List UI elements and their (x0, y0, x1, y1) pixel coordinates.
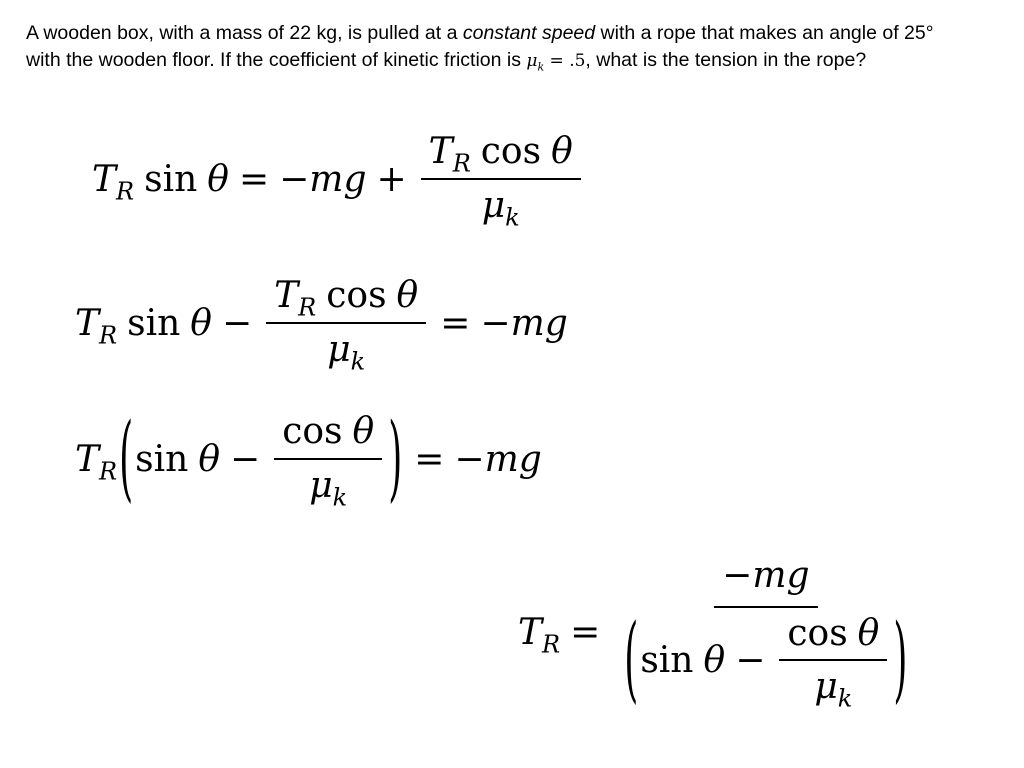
equals-sign: = (238, 158, 270, 200)
fraction-numerator: $T_R$ cos θ (266, 276, 426, 324)
mu-symbol: μ (526, 51, 538, 71)
theta-symbol: θ (207, 158, 229, 200)
sin-function: sin (127, 302, 181, 344)
sin-function: sin (640, 640, 694, 682)
tension-term: $T_R$ (75, 302, 118, 350)
equation-2 (75, 275, 568, 375)
problem-text-before: A wooden box, with a mass of 22 kg, is pulled at a (26, 22, 463, 44)
sin-function: sin (144, 158, 198, 200)
equals-sign: = (440, 302, 471, 344)
fraction-numerator: $T_R$ cos θ (421, 132, 581, 180)
tension-term: $T_R$ (518, 611, 561, 659)
problem-text-middle: with a rope that makes an angle of 25° with the wooden floor. If the coefficient of kinetic friction is (26, 22, 934, 71)
sin-function: sin (135, 438, 189, 480)
problem-text-after: , what is the tension in the rope? (585, 49, 867, 71)
right-parenthesis: ) (388, 406, 403, 513)
equals-sign: = (414, 438, 445, 480)
left-parenthesis: ( (624, 607, 639, 715)
problem-emphasis: constant speed (462, 22, 596, 44)
fraction (421, 131, 581, 231)
main-fraction-numerator: −mg (714, 556, 817, 608)
mu-subscript: k (537, 60, 545, 74)
fraction (266, 275, 426, 375)
neg-mg-term: −mg (279, 158, 367, 200)
mu-value: = .5 (544, 51, 586, 71)
right-parenthesis: ) (893, 607, 908, 715)
neg-mg-term: −mg (480, 302, 568, 344)
problem-statement (26, 20, 946, 80)
equation-4 (518, 555, 921, 715)
equation-3 (75, 406, 542, 513)
tension-term: $T_R$ (92, 158, 135, 206)
inner-fraction-denominator: $\mu_k$ (814, 666, 853, 713)
fraction-denominator: $\mu_k$ (309, 464, 348, 511)
left-parenthesis: ( (119, 406, 134, 513)
inner-fraction-numerator: cos θ (779, 614, 887, 662)
minus-sign: − (221, 302, 253, 344)
fraction-denominator: $\mu_k$ (327, 328, 366, 375)
plus-sign: + (376, 158, 407, 200)
main-fraction-denominator (614, 607, 917, 715)
minus-sign: − (735, 640, 766, 682)
neg-mg-term: −mg (454, 438, 542, 480)
fraction (274, 411, 382, 511)
equals-sign: = (570, 611, 601, 653)
tension-term: $T_R$ (75, 438, 118, 486)
mu-k-inline (526, 51, 586, 74)
fraction-numerator: cos θ (274, 412, 382, 460)
fraction-denominator: $\mu_k$ (481, 184, 520, 231)
minus-sign: − (230, 438, 261, 480)
main-fraction (614, 555, 917, 715)
theta-symbol: θ (190, 302, 212, 344)
theta-symbol: θ (198, 438, 221, 480)
theta-symbol: θ (703, 640, 726, 682)
inner-fraction (779, 612, 887, 713)
equation-1 (92, 131, 585, 231)
